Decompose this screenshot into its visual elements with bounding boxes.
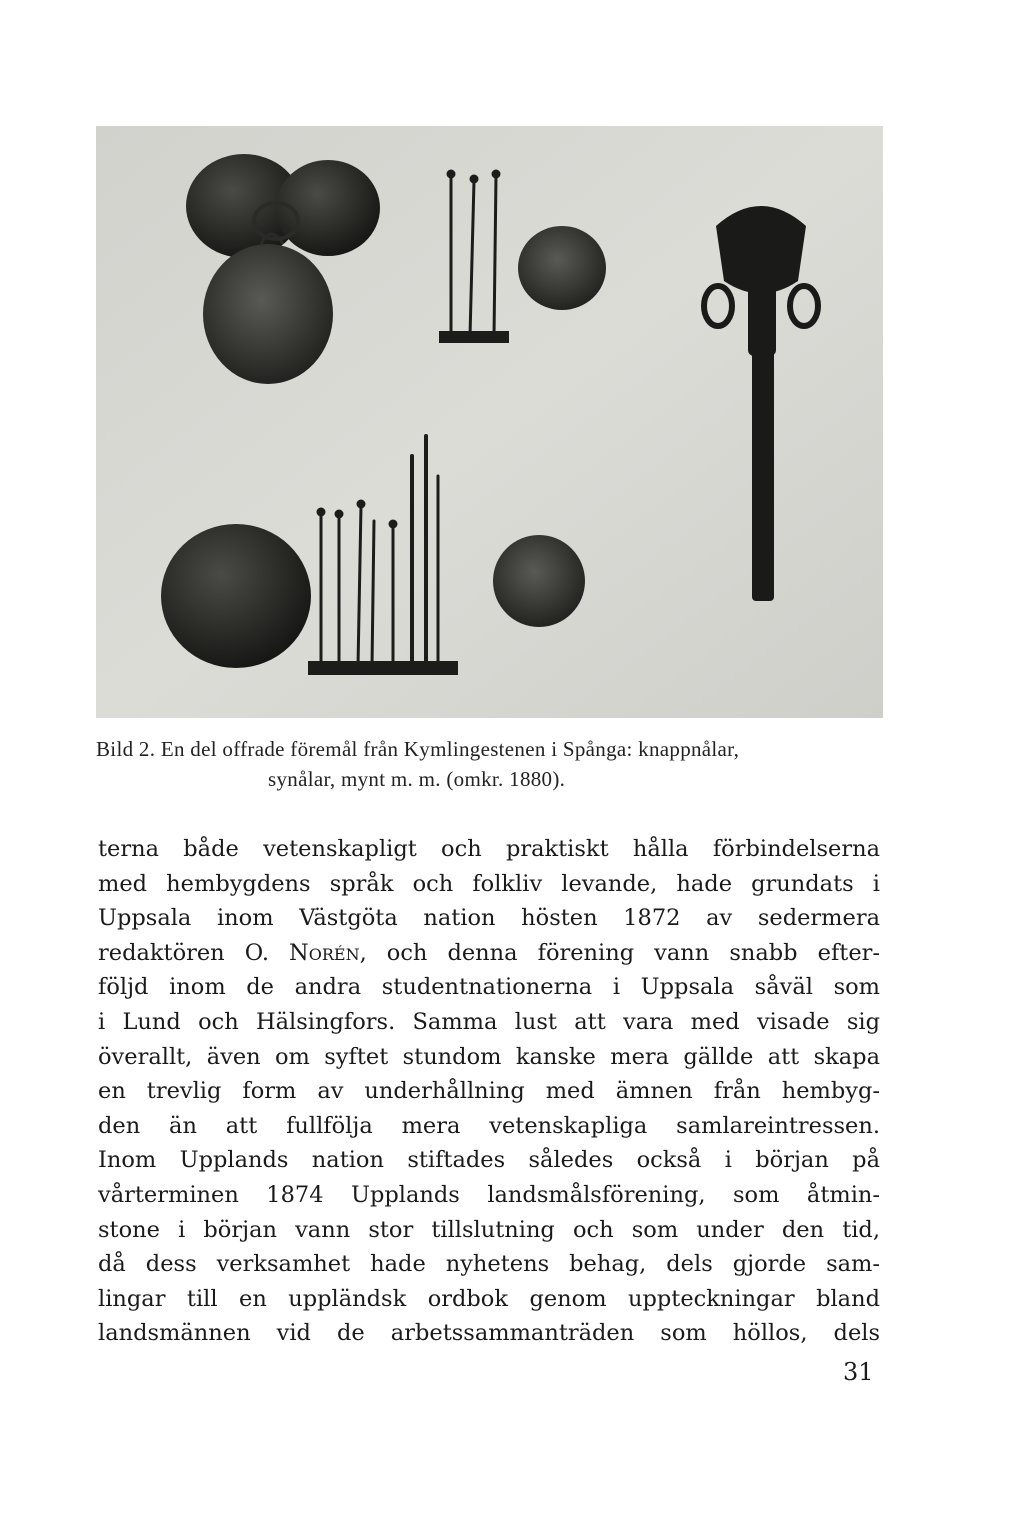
body-line-2: med hembygdens språk och folkliv levande, hade grundats i <box>98 870 880 897</box>
body-line-4-post: , och denna förening vann snabb efter- <box>359 939 880 966</box>
body-line-15: landsmännen vid de arbetssammanträden som höllos, dels <box>98 1320 880 1347</box>
body-line-14: lingar till en uppländsk ordbok genom uppteckningar bland <box>98 1285 880 1312</box>
photo-illustration <box>96 126 883 718</box>
body-line-4 <box>98 936 880 971</box>
body-line-12: stone i början vann stor tillslutning och som under den tid, <box>98 1216 880 1243</box>
page-number: 31 <box>843 1358 874 1386</box>
body-line-6: i Lund och Hälsingfors. Samma lust att vara med visade sig <box>98 1008 880 1035</box>
caption-line-2: synålar, mynt m. m. (omkr. 1880). <box>268 767 566 791</box>
author-name-noren: Norén <box>289 939 360 966</box>
body-line-4-pre: redaktören O. <box>98 939 290 966</box>
body-line-1: terna både vetenskapligt och praktiskt hålla förbindelserna <box>98 836 880 862</box>
coin-small-icon <box>518 226 606 310</box>
body-line-3: Uppsala inom Västgöta nation hösten 1872 av sedermera <box>98 905 880 932</box>
body-line-8: en trevlig form av underhållning med ämnen från hembyg- <box>98 1078 880 1105</box>
coin-large-icon <box>161 524 311 668</box>
body-line-5: följd inom de andra studentnationerna i Uppsala såväl som <box>98 974 880 1001</box>
body-line-10: Inom Upplands nation stiftades således också i början på <box>98 1147 880 1174</box>
photograph-offered-objects <box>96 126 883 718</box>
body-line-7: överallt, även om syftet stundom kanske mera gällde att skapa <box>98 1043 880 1070</box>
caption-line-1: Bild 2. En del offrade föremål från Kymlingestenen i Spånga: knappnålar, <box>96 737 740 761</box>
body-line-11: vårterminen 1874 Upplands landsmålsförening, som åtmin- <box>98 1181 880 1208</box>
body-line-9: den än att fullfölja mera vetenskapliga samlareintressen. <box>98 1112 880 1139</box>
coin-medium-icon <box>493 535 585 627</box>
body-line-13: då dess verksamhet hade nyhetens behag, dels gjorde sam- <box>98 1251 880 1278</box>
figure-caption <box>96 734 896 794</box>
body-paragraph <box>98 832 880 1351</box>
